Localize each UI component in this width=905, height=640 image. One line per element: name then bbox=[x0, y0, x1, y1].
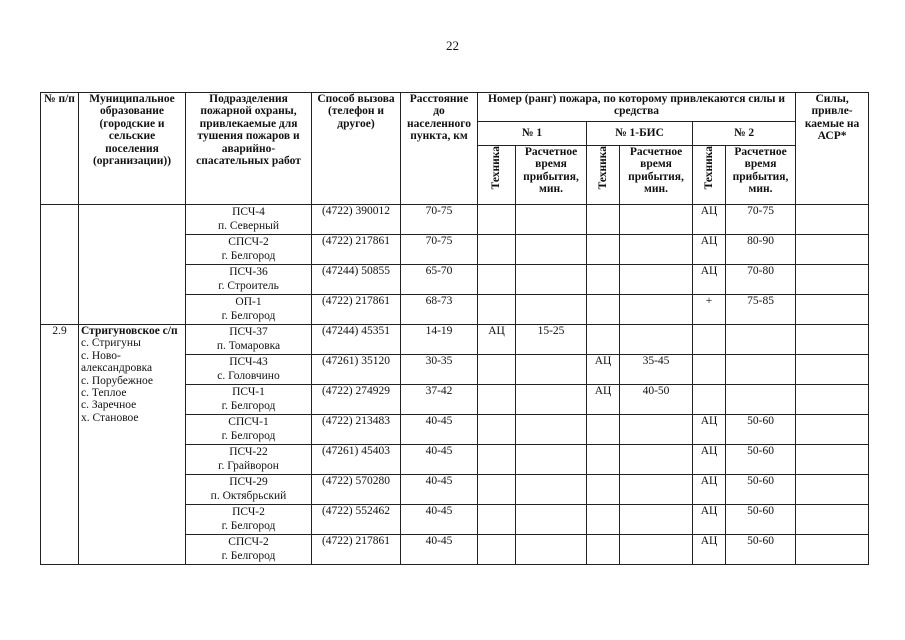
unit-cell bbox=[186, 355, 312, 385]
unit-location: г. Белгород bbox=[221, 430, 276, 442]
settlement-item: с. Заречное bbox=[81, 399, 137, 412]
time-rank2-cell: 80-90 bbox=[726, 235, 796, 265]
tech-rank1-cell bbox=[478, 475, 516, 505]
phone-cell: (4722) 552462 bbox=[312, 505, 401, 535]
tech-rank1bis-cell: АЦ bbox=[587, 355, 620, 385]
municipality-cell bbox=[79, 325, 186, 565]
forces-asr-cell bbox=[796, 535, 869, 565]
time-rank1bis-cell bbox=[620, 415, 693, 445]
header-rank-1: № 1 bbox=[478, 122, 587, 146]
settlement-item: х. Становое bbox=[81, 411, 139, 424]
forces-asr-cell bbox=[796, 475, 869, 505]
tech-rank1-cell bbox=[478, 385, 516, 415]
tech-rank1bis-cell bbox=[587, 475, 620, 505]
time-rank2-cell bbox=[726, 385, 796, 415]
distance-cell: 70-75 bbox=[401, 235, 478, 265]
unit-name: ПСЧ-2 bbox=[232, 506, 265, 518]
time-rank2-cell: 70-80 bbox=[726, 265, 796, 295]
distance-cell: 65-70 bbox=[401, 265, 478, 295]
unit-location: г. Белгород bbox=[221, 310, 276, 322]
unit-location: г. Белгород bbox=[221, 550, 276, 562]
forces-asr-cell bbox=[796, 355, 869, 385]
municipality-cell bbox=[79, 205, 186, 325]
tech-rank1-cell bbox=[478, 355, 516, 385]
time-rank2-cell: 50-60 bbox=[726, 415, 796, 445]
header-rank-2: № 2 bbox=[693, 122, 796, 146]
tech-rank1-cell bbox=[478, 205, 516, 235]
header-time-rank2: Расчетное время прибытия, мин. bbox=[726, 146, 796, 205]
table-row bbox=[41, 325, 869, 355]
tech-rank1bis-cell bbox=[587, 445, 620, 475]
phone-cell: (4722) 217861 bbox=[312, 295, 401, 325]
time-rank1-cell bbox=[516, 445, 587, 475]
phone-cell: (4722) 570280 bbox=[312, 475, 401, 505]
header-time-rank1bis: Расчетное время прибытия, мин. bbox=[620, 146, 693, 205]
phone-cell: (4722) 217861 bbox=[312, 235, 401, 265]
phone-cell: (4722) 217861 bbox=[312, 535, 401, 565]
time-rank1-cell bbox=[516, 535, 587, 565]
tech-rank2-cell: АЦ bbox=[693, 205, 726, 235]
unit-location: г. Строитель bbox=[218, 280, 279, 292]
distance-cell: 37-42 bbox=[401, 385, 478, 415]
unit-location: г. Белгород bbox=[221, 250, 276, 262]
forces-asr-cell bbox=[796, 205, 869, 235]
time-rank1bis-cell: 40-50 bbox=[620, 385, 693, 415]
tech-rank1bis-cell bbox=[587, 205, 620, 235]
unit-cell bbox=[186, 505, 312, 535]
header-distance: Расстояние до населенного пункта, км bbox=[401, 93, 478, 205]
forces-asr-cell bbox=[796, 505, 869, 535]
unit-name: ПСЧ-4 bbox=[232, 206, 265, 218]
tech-rank2-cell: АЦ bbox=[693, 415, 726, 445]
settlement-item: с. Порубежное bbox=[81, 374, 154, 387]
header-call-method: Способ вызова (телефон и другое) bbox=[312, 93, 401, 205]
tech-rank1-cell bbox=[478, 505, 516, 535]
time-rank1-cell bbox=[516, 205, 587, 235]
unit-name: СПСЧ-2 bbox=[228, 536, 269, 548]
tech-rank1-cell bbox=[478, 265, 516, 295]
header-forces-asr: Силы, привле-каемые на АСР* bbox=[796, 93, 869, 205]
unit-name: ПСЧ-1 bbox=[232, 386, 265, 398]
unit-cell bbox=[186, 235, 312, 265]
tech-rank1-cell bbox=[478, 415, 516, 445]
time-rank2-cell bbox=[726, 355, 796, 385]
unit-name: ПСЧ-22 bbox=[229, 446, 268, 458]
unit-name: ОП-1 bbox=[235, 296, 262, 308]
time-rank2-cell: 50-60 bbox=[726, 445, 796, 475]
tech-rank1bis-cell bbox=[587, 415, 620, 445]
phone-cell: (4722) 390012 bbox=[312, 205, 401, 235]
time-rank1-cell bbox=[516, 415, 587, 445]
unit-name: ПСЧ-43 bbox=[229, 356, 268, 368]
header-rank-group: Номер (ранг) пожара, по которому привлекаются силы и средства bbox=[478, 93, 796, 122]
time-rank1bis-cell bbox=[620, 475, 693, 505]
unit-location: г. Белгород bbox=[221, 400, 276, 412]
unit-location: п. Октябрьский bbox=[210, 490, 287, 502]
unit-location: г. Грайворон bbox=[218, 460, 279, 472]
num-cell bbox=[41, 205, 79, 325]
unit-location: г. Белгород bbox=[221, 520, 276, 532]
time-rank1-cell bbox=[516, 235, 587, 265]
header-units: Подразделения пожарной охраны, привлекаемые для тушения пожаров и аварийно-спасательных работ bbox=[186, 93, 312, 205]
unit-name: ПСЧ-36 bbox=[229, 266, 268, 278]
tech-rank2-cell bbox=[693, 325, 726, 355]
time-rank1-cell bbox=[516, 295, 587, 325]
tech-rank1bis-cell bbox=[587, 295, 620, 325]
phone-cell: (47261) 35120 bbox=[312, 355, 401, 385]
settlement-item: с. Теплое bbox=[81, 387, 127, 400]
distance-cell: 14-19 bbox=[401, 325, 478, 355]
distance-cell: 40-45 bbox=[401, 505, 478, 535]
fire-forces-table bbox=[40, 92, 869, 565]
tech-rank1bis-cell bbox=[587, 535, 620, 565]
header-rank-1bis: № 1-БИС bbox=[587, 122, 693, 146]
distance-cell: 30-35 bbox=[401, 355, 478, 385]
time-rank1bis-cell bbox=[620, 235, 693, 265]
unit-cell bbox=[186, 475, 312, 505]
time-rank1-cell bbox=[516, 505, 587, 535]
forces-asr-cell bbox=[796, 415, 869, 445]
time-rank2-cell: 70-75 bbox=[726, 205, 796, 235]
num-cell: 2.9 bbox=[41, 325, 79, 565]
forces-asr-cell bbox=[796, 325, 869, 355]
unit-cell bbox=[186, 325, 312, 355]
time-rank1-cell bbox=[516, 355, 587, 385]
tech-rank1bis-cell bbox=[587, 265, 620, 295]
distance-cell: 40-45 bbox=[401, 415, 478, 445]
tech-rank1bis-cell bbox=[587, 235, 620, 265]
unit-name: ПСЧ-37 bbox=[229, 326, 268, 338]
time-rank1-cell: 15-25 bbox=[516, 325, 587, 355]
unit-cell bbox=[186, 445, 312, 475]
distance-cell: 68-73 bbox=[401, 295, 478, 325]
settlement-item: с. Ново-александровка bbox=[81, 349, 153, 375]
tech-rank1-cell bbox=[478, 535, 516, 565]
time-rank1-cell bbox=[516, 265, 587, 295]
time-rank1bis-cell bbox=[620, 325, 693, 355]
unit-cell bbox=[186, 205, 312, 235]
distance-cell: 40-45 bbox=[401, 535, 478, 565]
header-time-rank1: Расчетное время прибытия, мин. bbox=[516, 146, 587, 205]
tech-rank2-cell: АЦ bbox=[693, 535, 726, 565]
phone-cell: (47244) 45351 bbox=[312, 325, 401, 355]
unit-cell bbox=[186, 385, 312, 415]
time-rank1bis-cell bbox=[620, 445, 693, 475]
unit-cell bbox=[186, 415, 312, 445]
tech-rank2-cell bbox=[693, 355, 726, 385]
unit-name: СПСЧ-1 bbox=[228, 416, 269, 428]
tech-rank2-cell: + bbox=[693, 295, 726, 325]
settlement-item: с. Стригуны bbox=[81, 337, 141, 350]
forces-asr-cell bbox=[796, 235, 869, 265]
unit-location: п. Северный bbox=[217, 220, 280, 232]
header-municipality: Муниципальное образование (городские и сельские поселения (организации)) bbox=[79, 93, 186, 205]
tech-rank2-cell: АЦ bbox=[693, 475, 726, 505]
tech-rank2-cell bbox=[693, 385, 726, 415]
tech-rank1-cell bbox=[478, 445, 516, 475]
time-rank1bis-cell bbox=[620, 535, 693, 565]
phone-cell: (47244) 50855 bbox=[312, 265, 401, 295]
table-body bbox=[41, 205, 869, 565]
page-number: 22 bbox=[446, 38, 459, 53]
unit-name: ПСЧ-29 bbox=[229, 476, 268, 488]
tech-rank1-cell: АЦ bbox=[478, 325, 516, 355]
tech-rank2-cell: АЦ bbox=[693, 235, 726, 265]
time-rank1bis-cell bbox=[620, 505, 693, 535]
table-header bbox=[41, 93, 869, 205]
header-tech-rank1: Техника bbox=[478, 146, 516, 205]
unit-name: СПСЧ-2 bbox=[228, 236, 269, 248]
unit-location: с. Головчино bbox=[217, 370, 280, 382]
tech-rank2-cell: АЦ bbox=[693, 445, 726, 475]
phone-cell: (4722) 213483 bbox=[312, 415, 401, 445]
distance-cell: 40-45 bbox=[401, 445, 478, 475]
tech-rank1bis-cell bbox=[587, 505, 620, 535]
header-tech-rank2: Техника bbox=[693, 146, 726, 205]
tech-rank1-cell bbox=[478, 235, 516, 265]
header-num: № п/п bbox=[41, 93, 79, 205]
time-rank1-cell bbox=[516, 475, 587, 505]
forces-asr-cell bbox=[796, 385, 869, 415]
municipality-name: Стригуновское с/п bbox=[81, 325, 178, 337]
tech-rank2-cell: АЦ bbox=[693, 505, 726, 535]
time-rank2-cell: 50-60 bbox=[726, 475, 796, 505]
tech-rank2-cell: АЦ bbox=[693, 265, 726, 295]
tech-rank1bis-cell bbox=[587, 325, 620, 355]
forces-asr-cell bbox=[796, 445, 869, 475]
unit-cell bbox=[186, 535, 312, 565]
distance-cell: 70-75 bbox=[401, 205, 478, 235]
unit-location: п. Томаровка bbox=[216, 340, 281, 352]
time-rank2-cell: 50-60 bbox=[726, 535, 796, 565]
phone-cell: (47261) 45403 bbox=[312, 445, 401, 475]
time-rank1bis-cell bbox=[620, 265, 693, 295]
distance-cell: 40-45 bbox=[401, 475, 478, 505]
header-tech-rank1bis: Техника bbox=[587, 146, 620, 205]
time-rank2-cell: 75-85 bbox=[726, 295, 796, 325]
time-rank1-cell bbox=[516, 385, 587, 415]
table-row bbox=[41, 205, 869, 235]
time-rank2-cell bbox=[726, 325, 796, 355]
forces-asr-cell bbox=[796, 295, 869, 325]
phone-cell: (4722) 274929 bbox=[312, 385, 401, 415]
tech-rank1-cell bbox=[478, 295, 516, 325]
time-rank1bis-cell bbox=[620, 295, 693, 325]
forces-asr-cell bbox=[796, 265, 869, 295]
time-rank1bis-cell: 35-45 bbox=[620, 355, 693, 385]
unit-cell bbox=[186, 295, 312, 325]
unit-cell bbox=[186, 265, 312, 295]
tech-rank1bis-cell: АЦ bbox=[587, 385, 620, 415]
time-rank2-cell: 50-60 bbox=[726, 505, 796, 535]
time-rank1bis-cell bbox=[620, 205, 693, 235]
